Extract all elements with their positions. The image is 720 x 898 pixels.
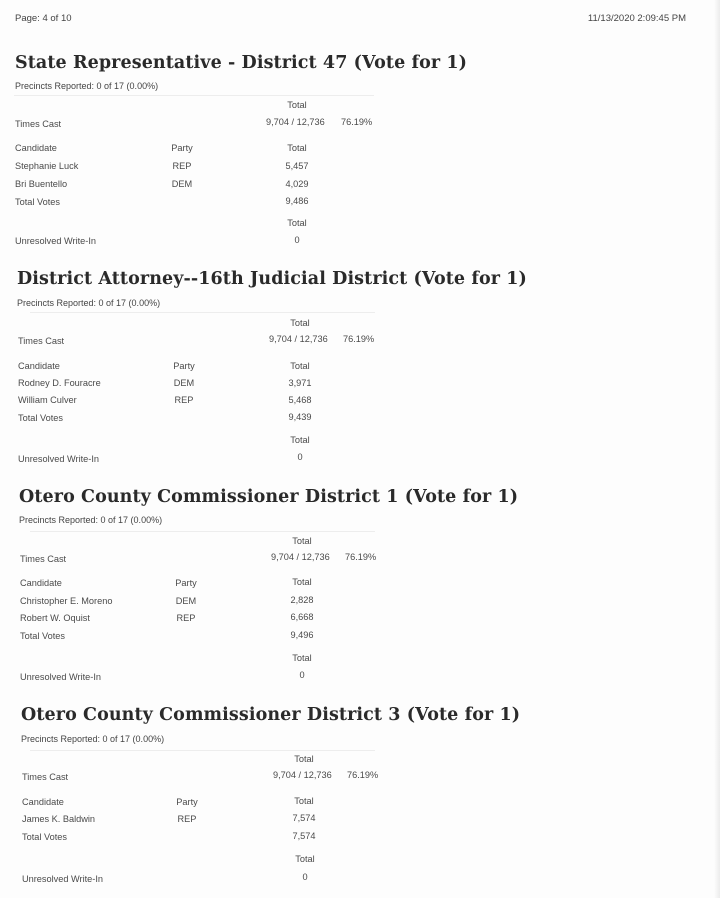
candidate-party: REP [177,814,197,824]
times-cast-total-header: Total [294,754,314,764]
candidate-name: Stephanie Luck [15,161,79,171]
party-header: Party [176,797,198,807]
times-cast-label: Times Cast [22,772,69,782]
unresolved-write-in-label: Unresolved Write-In [20,672,102,682]
total-votes-label: Total Votes [20,631,65,641]
party-header: Party [175,578,197,588]
divider [30,312,375,313]
total-header: Total [294,796,314,806]
candidate-party: REP [172,161,192,171]
candidate-party: REP [176,613,196,623]
candidate-name: Christopher E. Moreno [20,596,113,606]
unresolved-write-in-label: Unresolved Write-In [18,454,100,464]
candidate-total: 7,574 [292,813,316,823]
candidate-name: Rodney D. Fouracre [18,378,101,388]
total-header: Total [287,143,307,153]
write-in-total-header: Total [290,435,310,445]
total-votes-value: 7,574 [292,831,316,841]
divider [30,531,375,532]
unresolved-write-in-value: 0 [299,670,305,680]
candidate-total: 4,029 [285,179,309,189]
times-cast-total-header: Total [292,536,312,546]
party-header: Party [173,361,195,371]
write-in-total-header: Total [287,218,307,228]
candidate-party: REP [174,395,194,405]
candidate-party: DEM [171,179,193,189]
times-cast-label: Times Cast [18,336,65,346]
turnout-percent: 76.19% [347,770,379,780]
contest-title: District Attorney--16th Judicial District (Vote for 1) [17,269,527,289]
times-cast-label: Times Cast [20,554,67,564]
turnout-percent: 76.19% [345,552,377,562]
candidate-name: William Culver [18,395,77,405]
candidate-header: Candidate [15,143,57,153]
candidate-total: 5,457 [285,161,309,171]
times-cast-total-header: Total [287,100,307,110]
times-cast-value: 9,704 / 12,736 [271,552,330,562]
total-header: Total [290,361,310,371]
times-cast-value: 9,704 / 12,736 [269,334,328,344]
total-votes-value: 9,496 [290,630,314,640]
total-votes-label: Total Votes [18,413,63,423]
page-number: Page: 4 of 10 [15,13,72,24]
precincts-reported: Precincts Reported: 0 of 17 (0.00%) [17,298,161,308]
total-votes-label: Total Votes [15,197,60,207]
unresolved-write-in-value: 0 [294,235,300,245]
times-cast-label: Times Cast [15,119,62,129]
candidate-party: DEM [175,596,197,606]
turnout-percent: 76.19% [341,117,373,127]
report-timestamp: 11/13/2020 2:09:45 PM [587,13,686,24]
total-votes-value: 9,486 [285,196,309,206]
candidate-party: DEM [173,378,195,388]
unresolved-write-in-label: Unresolved Write-In [15,236,97,246]
turnout-percent: 76.19% [343,334,375,344]
times-cast-value: 9,704 / 12,736 [273,770,332,780]
scan-edge [714,0,720,898]
party-header: Party [171,143,193,153]
candidate-header: Candidate [22,797,64,807]
contest-title: Otero County Commissioner District 3 (Vote for 1) [21,705,521,725]
total-header: Total [292,577,312,587]
times-cast-total-header: Total [290,318,310,328]
contest-title: State Representative - District 47 (Vote for 1) [15,53,468,73]
candidate-name: Bri Buentello [15,179,68,189]
write-in-total-header: Total [295,854,315,864]
contest-title: Otero County Commissioner District 1 (Vote for 1) [19,487,519,507]
divider [14,95,374,96]
times-cast-value: 9,704 / 12,736 [266,117,325,127]
write-in-total-header: Total [292,653,312,663]
candidate-header: Candidate [20,578,62,588]
unresolved-write-in-label: Unresolved Write-In [22,874,104,884]
unresolved-write-in-value: 0 [302,872,308,882]
candidate-total: 3,971 [288,378,312,388]
total-votes-value: 9,439 [288,412,312,422]
precincts-reported: Precincts Reported: 0 of 17 (0.00%) [19,515,163,525]
precincts-reported: Precincts Reported: 0 of 17 (0.00%) [15,81,159,91]
candidate-name: Robert W. Oquist [20,613,90,623]
candidate-name: James K. Baldwin [22,814,96,824]
candidate-total: 2,828 [290,595,314,605]
candidate-header: Candidate [18,361,60,371]
candidate-total: 6,668 [290,612,314,622]
divider [30,750,375,751]
candidate-total: 5,468 [288,395,312,405]
precincts-reported: Precincts Reported: 0 of 17 (0.00%) [21,734,165,744]
total-votes-label: Total Votes [22,832,67,842]
unresolved-write-in-value: 0 [297,452,303,462]
